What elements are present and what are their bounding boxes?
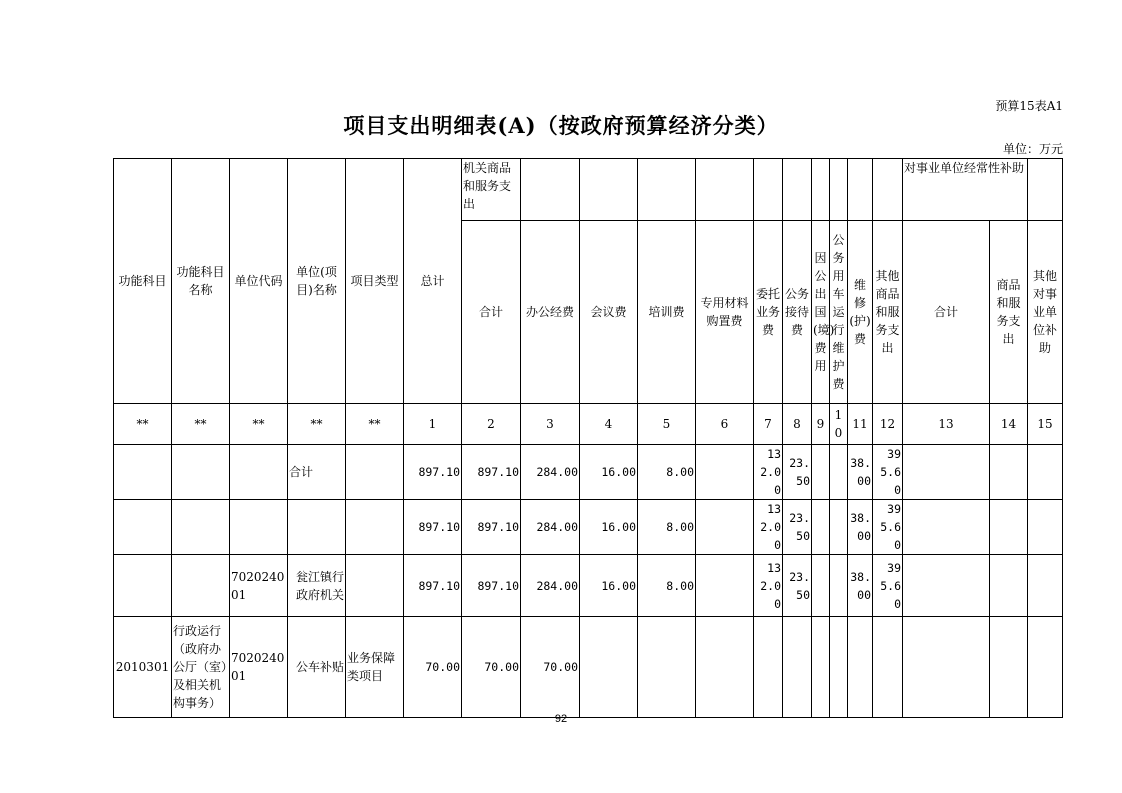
cell-zhuanyong: [696, 445, 754, 500]
cell-weixiu: 38.00: [848, 555, 873, 617]
index-cell: 1: [404, 404, 462, 445]
cell-bangong: 284.00: [521, 555, 580, 617]
cell-heji2: [903, 555, 990, 617]
cell-bangong: 284.00: [521, 500, 580, 555]
cell-heji: 897.10: [462, 500, 521, 555]
table-row: [114, 445, 1063, 500]
header-duishiye-group: 对事业单位经常性补助: [903, 159, 1028, 221]
cell-danwei: [288, 500, 346, 555]
cell-chuguo: [812, 555, 830, 617]
header-gongneng-kemu-mingcheng: 功能科目名称: [172, 159, 230, 404]
cell-weituo: 132.00: [754, 445, 783, 500]
header-blank: [754, 159, 783, 221]
index-cell: 11: [848, 404, 873, 445]
cell-peixun: 8.00: [638, 500, 696, 555]
cell-mingcheng: [172, 445, 230, 500]
index-cell: **: [230, 404, 288, 445]
cell-danwei: 公车补贴: [288, 617, 346, 718]
header-blank: [873, 159, 903, 221]
cell-heji: 897.10: [462, 445, 521, 500]
cell-weituo: 132.00: [754, 500, 783, 555]
cell-weixiu: 38.00: [848, 445, 873, 500]
cell-gongneng: [114, 555, 172, 617]
page-title: 项目支出明细表(A)（按政府预算经济分类）: [343, 113, 779, 138]
cell-daima: 702024001: [230, 617, 288, 718]
cell-gongneng: 2010301: [114, 617, 172, 718]
cell-danwei: 瓮江镇行政府机关: [288, 555, 346, 617]
header-zhuanyong: 专用材料购置费: [696, 221, 754, 404]
cell-leixing: [346, 500, 404, 555]
header-blank: [783, 159, 812, 221]
header-jiguan-group: 机关商品和服务支出: [462, 159, 521, 221]
cell-jiedai: 23.50: [783, 445, 812, 500]
header-blank: [638, 159, 696, 221]
unit-label: 单位：万元: [1002, 142, 1063, 156]
header-qita-shangpin: 其他商品和服务支出: [873, 221, 903, 404]
header-blank: [812, 159, 830, 221]
index-cell: 7: [754, 404, 783, 445]
cell-qita: 395.60: [873, 445, 903, 500]
index-cell: 2: [462, 404, 521, 445]
cell-bangong: 284.00: [521, 445, 580, 500]
cell-qita: 395.60: [873, 500, 903, 555]
cell-danwei: 合计: [288, 445, 346, 500]
cell-leixing: 业务保障类项目: [346, 617, 404, 718]
cell-heji: 897.10: [462, 555, 521, 617]
cell-peixun: 8.00: [638, 445, 696, 500]
cell-qitabuzhu: [1028, 617, 1063, 718]
page-number: 92: [554, 713, 568, 725]
header-peixun: 培训费: [638, 221, 696, 404]
cell-shangpin: [990, 500, 1028, 555]
cell-daima: [230, 500, 288, 555]
header-gongwu-yongche: 公务用车运行维护费: [830, 221, 848, 404]
index-row: [114, 404, 1063, 445]
index-cell: 10: [830, 404, 848, 445]
cell-jiedai: 23.50: [783, 500, 812, 555]
cell-heji2: [903, 500, 990, 555]
cell-qitabuzhu: [1028, 445, 1063, 500]
header-danwei-xiangmu-mingcheng: 单位(项目)名称: [288, 159, 346, 404]
cell-zongji: 897.10: [404, 445, 462, 500]
header-shangpin-fuwu: 商品和服务支出: [990, 221, 1028, 404]
header-huiyi: 会议费: [580, 221, 638, 404]
index-cell: **: [114, 404, 172, 445]
cell-peixun: 8.00: [638, 555, 696, 617]
cell-daima: [230, 445, 288, 500]
cell-chuguo: [812, 445, 830, 500]
cell-weituo: [754, 617, 783, 718]
index-cell: 15: [1028, 404, 1063, 445]
budget-detail-table: [113, 158, 1063, 718]
index-cell: **: [288, 404, 346, 445]
cell-zhuanyong: [696, 500, 754, 555]
index-cell: 9: [812, 404, 830, 445]
cell-zongji: 897.10: [404, 555, 462, 617]
header-blank: [580, 159, 638, 221]
index-cell: 13: [903, 404, 990, 445]
cell-weituo: 132.00: [754, 555, 783, 617]
index-cell: 5: [638, 404, 696, 445]
header-gongneng-kemu: 功能科目: [114, 159, 172, 404]
cell-qita: 395.60: [873, 555, 903, 617]
cell-shangpin: [990, 445, 1028, 500]
index-cell: **: [172, 404, 230, 445]
header-bangong: 办公经费: [521, 221, 580, 404]
cell-mingcheng: 行政运行（政府办公厅（室）及相关机构事务）: [172, 617, 230, 718]
header-danwei-daima: 单位代码: [230, 159, 288, 404]
cell-chuguo: [812, 500, 830, 555]
cell-daima: 702024001: [230, 555, 288, 617]
cell-zongji: 897.10: [404, 500, 462, 555]
cell-qitabuzhu: [1028, 555, 1063, 617]
index-cell: 8: [783, 404, 812, 445]
header-blank: [521, 159, 580, 221]
header-qita-duishiye: 其他对事业单位补助: [1028, 221, 1063, 404]
cell-mingcheng: [172, 500, 230, 555]
cell-shangpin: [990, 617, 1028, 718]
cell-weixiu: 38.00: [848, 500, 873, 555]
cell-jiedai: 23.50: [783, 555, 812, 617]
index-cell: 3: [521, 404, 580, 445]
table-row: [114, 617, 1063, 718]
cell-peixun: [638, 617, 696, 718]
cell-yongche: [830, 445, 848, 500]
cell-chuguo: [812, 617, 830, 718]
header-gongwu-jiedai: 公务接待费: [783, 221, 812, 404]
cell-leixing: [346, 445, 404, 500]
cell-heji2: [903, 445, 990, 500]
cell-yongche: [830, 500, 848, 555]
cell-zhuanyong: [696, 555, 754, 617]
header-blank: [696, 159, 754, 221]
table-row: [114, 555, 1063, 617]
cell-huiyi: 16.00: [580, 555, 638, 617]
cell-zhuanyong: [696, 617, 754, 718]
cell-jiedai: [783, 617, 812, 718]
cell-gongneng: [114, 445, 172, 500]
header-weixiu: 维修(护)费: [848, 221, 873, 404]
header-heji: 合计: [462, 221, 521, 404]
index-cell: 4: [580, 404, 638, 445]
cell-heji2: [903, 617, 990, 718]
header-blank: [848, 159, 873, 221]
index-cell: 6: [696, 404, 754, 445]
table-row: [114, 500, 1063, 555]
cell-qitabuzhu: [1028, 500, 1063, 555]
index-cell: 12: [873, 404, 903, 445]
cell-gongneng: [114, 500, 172, 555]
cell-bangong: 70.00: [521, 617, 580, 718]
cell-heji: 70.00: [462, 617, 521, 718]
table-code: 预算15表A1: [995, 99, 1063, 113]
cell-leixing: [346, 555, 404, 617]
cell-weixiu: [848, 617, 873, 718]
cell-yongche: [830, 617, 848, 718]
header-zongji: 总计: [404, 159, 462, 404]
header-blank: [1028, 159, 1063, 221]
cell-qita: [873, 617, 903, 718]
header-weituo: 委托业务费: [754, 221, 783, 404]
header-heji2: 合计: [903, 221, 990, 404]
cell-yongche: [830, 555, 848, 617]
index-cell: **: [346, 404, 404, 445]
cell-shangpin: [990, 555, 1028, 617]
header-blank: [830, 159, 848, 221]
cell-huiyi: 16.00: [580, 500, 638, 555]
cell-huiyi: [580, 617, 638, 718]
cell-huiyi: 16.00: [580, 445, 638, 500]
cell-zongji: 70.00: [404, 617, 462, 718]
header-row-group: [114, 159, 1063, 221]
header-xiangmu-leixing: 项目类型: [346, 159, 404, 404]
index-cell: 14: [990, 404, 1028, 445]
header-yingong-chuguo: 因公出国(境)费用: [812, 221, 830, 404]
cell-mingcheng: [172, 555, 230, 617]
